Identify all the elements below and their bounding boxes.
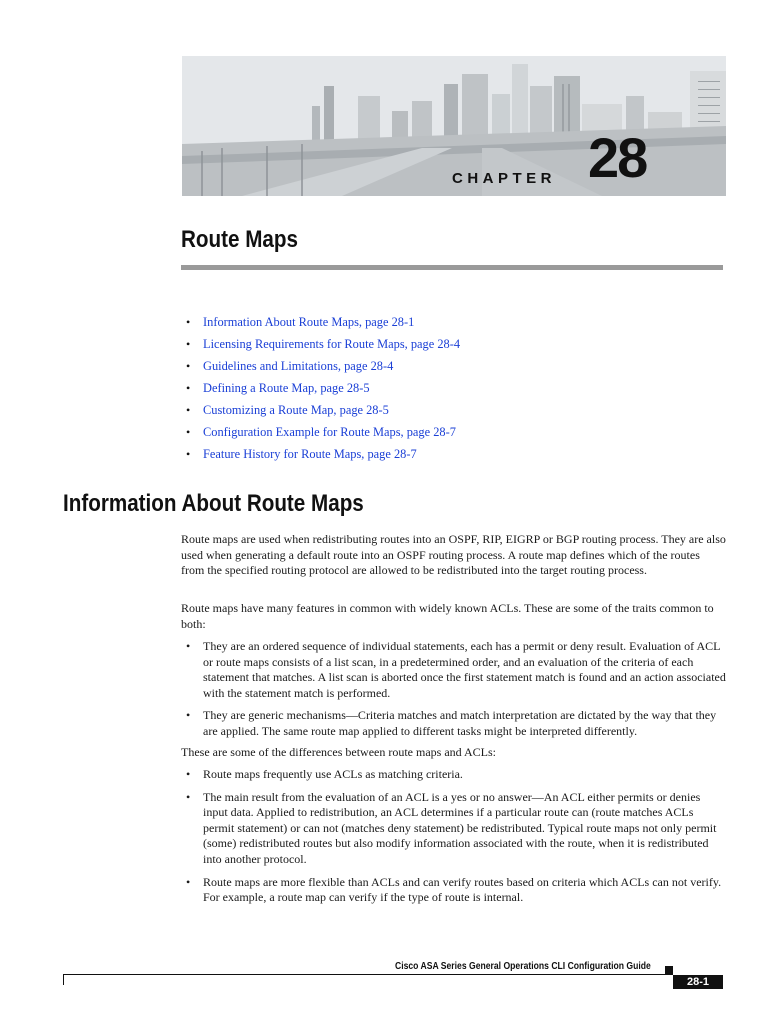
list-item: • Route maps are more flexible than ACLs and can verify routes based on criteria which ACLs can not verify. For example, a route map can verify if the type of route is internal. xyxy=(181,875,726,906)
page-title: Route Maps xyxy=(181,226,298,253)
toc-item xyxy=(181,336,460,358)
toc-item xyxy=(181,402,460,424)
differences-list xyxy=(181,767,726,906)
list-item: • The main result from the evaluation of an ACL is a yes or no answer—An ACL either permits or denies input data. Applied to redistribution, an ACL determines if a particular route can (route matches ACLs permit statement) or can not (matches deny statement) be redistributed. Typical route maps not only permit (some) redistributed routes but also modify information associated with the route, when it is redistributed into another protocol. xyxy=(181,790,726,868)
list-item: • They are generic mechanisms—Criteria matches and match interpretation are dictated by the way that they are applied. The same route map applied to different tasks might be interpreted differently. xyxy=(181,708,726,739)
toc-link-feature-history[interactable]: Feature History for Route Maps, page 28-7 xyxy=(203,447,417,461)
toc-item xyxy=(181,380,460,402)
common-traits-intro: Route maps have many features in common with widely known ACLs. These are some of the traits common to both: xyxy=(181,601,714,631)
list-item: • They are an ordered sequence of individual statements, each has a permit or deny result. Evaluation of ACL or route maps consists of a list scan, in a predetermined order, and an evaluation of the criteria of each statement that matches. A list scan is aborted once the first statement match is found and an action associated with the statement match is performed. xyxy=(181,639,726,701)
title-rule xyxy=(181,265,723,270)
toc-link-configuration-example[interactable]: Configuration Example for Route Maps, page 28-7 xyxy=(203,425,456,439)
toc-link-information[interactable]: Information About Route Maps, page 28-1 xyxy=(203,315,415,329)
chapter-number: 28 xyxy=(588,126,647,189)
toc-list xyxy=(181,314,460,468)
footer-guide-title: Cisco ASA Series General Operations CLI Configuration Guide xyxy=(395,960,651,972)
list-item: • Route maps frequently use ACLs as matching criteria. xyxy=(181,767,726,783)
intro-paragraph: Route maps are used when redistributing routes into an OSPF, RIP, EIGRP or BGP routing process. They are also used when generating a default route into an OSPF routing process. A route map defines which of the routes from the specified routing protocol are allowed to be redistributed into the target routing process. xyxy=(181,532,726,578)
toc-item xyxy=(181,358,460,380)
chapter-label: CHAPTER xyxy=(452,170,557,187)
toc-item xyxy=(181,446,460,468)
differences-intro: These are some of the differences between route maps and ACLs: xyxy=(181,745,496,759)
footer-tick xyxy=(63,974,64,985)
toc-link-guidelines[interactable]: Guidelines and Limitations, page 28-4 xyxy=(203,359,394,373)
section-heading: Information About Route Maps xyxy=(63,490,364,517)
toc-link-licensing[interactable]: Licensing Requirements for Route Maps, page 28-4 xyxy=(203,337,461,351)
toc-link-defining[interactable]: Defining a Route Map, page 28-5 xyxy=(203,381,370,395)
toc-link-customizing[interactable]: Customizing a Route Map, page 28-5 xyxy=(203,403,389,417)
toc-item xyxy=(181,314,460,336)
common-traits-list xyxy=(181,639,726,740)
toc-item xyxy=(181,424,460,446)
page-number: 28-1 xyxy=(673,975,723,989)
footer-rule xyxy=(63,974,673,975)
